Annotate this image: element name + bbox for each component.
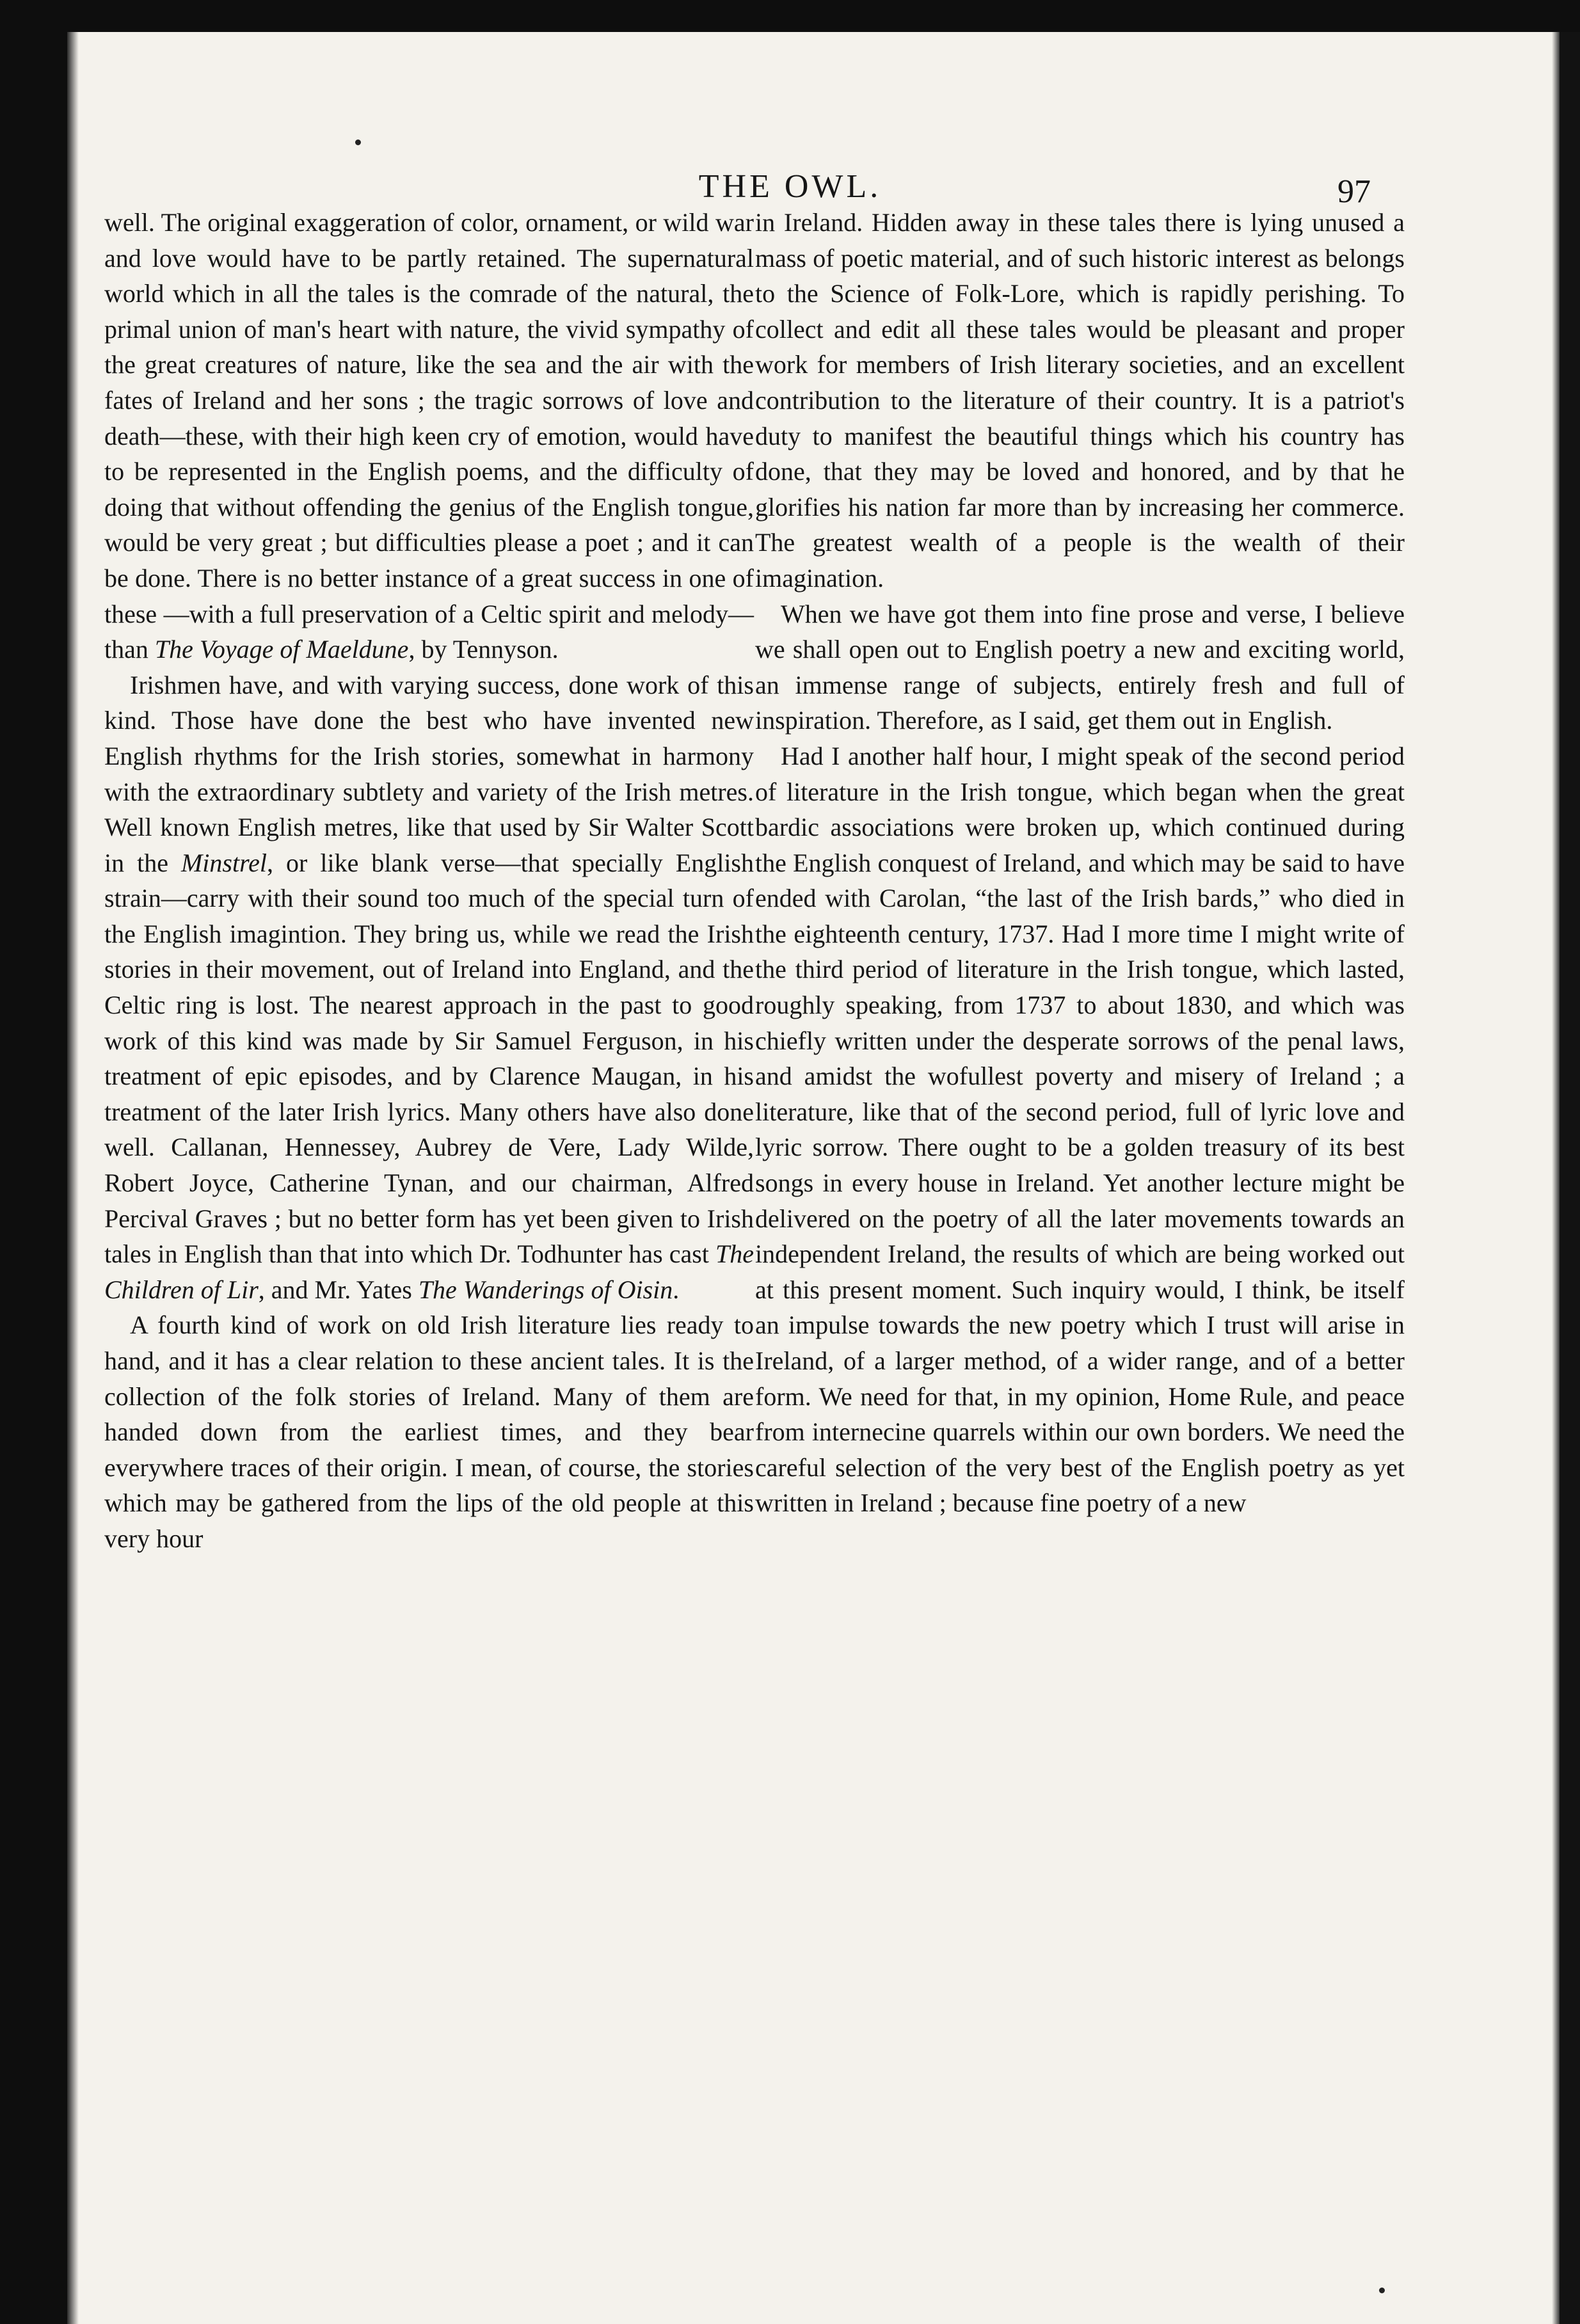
paragraph-text: Irishmen have, and with varying success, done work of this kind. Those have done the best who have invented new English rhythms for the Irish stories, somewhat in harmony with the extraordinary subtlety and variety of the Irish metres. Well known English metres, like that used by Sir Walter Scott in the xyxy=(104,670,754,877)
paragraph-text: . xyxy=(673,1275,680,1304)
work-title: Minstrel xyxy=(180,848,267,877)
paragraph xyxy=(104,667,754,1308)
running-head: THE OWL. xyxy=(698,168,882,205)
paragraph: A fourth kind of work on old Irish literature lies ready to hand, and it has a clear relation to these ancient tales. It is the collection of the folk stories of Ireland. Many of them are handed down from the earliest times, and they bear everywhere traces of their origin. I mean, of course, the stories which may be gathered from the lips of the old people at this very hour xyxy=(104,1310,754,1553)
paragraph: Had I another half hour, I might speak of the second period of literature in the Irish tongue, which began when the great bardic associations were broken up, which continued during the English conquest of Ireland, and which may be said to have ended with Carolan, “the last of the Irish bards,” who died in the eighteenth century, 1737. Had I more time I might write of the third period of literature in the Irish tongue, which lasted, roughly speaking, from 1737 to about 1830, and which was chiefly written under the desperate sorrows of the penal laws, and amidst the wofullest poverty and misery of Ireland ; a literature, like that of the second period, full of lyric love and lyric sorrow. There ought to be a golden treasury of its best songs in every house in Ireland. Yet another lecture might be delivered on the poetry of all the later movements towards an independent Ireland, the results of which are being worked out at this present moment. Such inquiry would, I think, be itself an impulse towards the new poetry which I trust will arise in Ireland, of a larger method, of a wider range, and of a better form. We need for that, in my opinion, Home Rule, and peace from internecine quarrels within our own borders. We need the careful selection of the very best of the English poetry as yet written in Ireland ; because fine poetry of a new xyxy=(755,741,1405,1518)
scan-right-shadow xyxy=(1552,32,1560,2324)
scan-top-edge xyxy=(0,0,1580,32)
scan-left-shadow xyxy=(67,32,79,2324)
scan-speck xyxy=(355,139,361,145)
paragraph: When we have got them into fine prose and verse, I believe we shall open out to English poetry a new and exciting world, an immense range of subjects, entirely fresh and full of inspiration. Therefore, as I said, get them out in English. xyxy=(755,599,1405,735)
scan-left-edge xyxy=(0,32,67,2324)
work-title: The Wanderings of Oisin xyxy=(418,1275,673,1304)
paragraph-text: , and Mr. Yates xyxy=(258,1275,419,1304)
scan-speck xyxy=(1379,2288,1385,2293)
paragraph-text: , by Tennyson. xyxy=(408,635,559,664)
scan-right-edge xyxy=(1560,32,1580,2324)
paragraph: in Ireland. Hidden away in these tales there is lying unused a mass of poetic material, and of such historic interest as belongs to the Science of Folk-Lore, which is rapidly perishing. To collect and edit all these tales would be pleasant and proper work for members of Irish literary societies, and an excellent contribution to the literature of their country. It is a patriot's duty to manifest the beautiful things which his country has done, that they may be loved and honored, and by that he glorifies his nation far more than by increasing her commerce. The greatest wealth of a people is the wealth of their imagination. xyxy=(755,208,1405,593)
work-title: The Children of Lir xyxy=(104,1239,754,1304)
paragraph-text: , or like blank verse—that specially English strain—carry with their sound too much of the special turn of the English imagintion. They bring us, while we read the Irish stories in their movement, out of Ireland into England, and the Celtic ring is lost. The nearest approach in the past to good work of this kind was made by Sir Samuel Ferguson, in his treatment of epic episodes, and by Clarence Maugan, in his treatment of the later Irish lyrics. Many others have also done well. Callanan, Hennessey, Aubrey de Vere, Lady Wilde, Robert Joyce, Catherine Tynan, and our chairman, Alfred Percival Graves ; but no better form has yet been given to Irish tales in English than that into which Dr. Todhunter has cast xyxy=(104,848,754,1269)
right-column xyxy=(755,205,1405,1521)
work-title: The Voyage of Maeldune xyxy=(154,635,409,664)
left-column xyxy=(104,205,754,1557)
paragraph-text: well. The original exaggeration of color, ornament, or wild war and love would have to be partly retained. The supernatural world which in all the tales is the comrade of the natural, the primal union of man's heart with nature, the vivid sympathy of the great creatures of nature, like the sea and the air with the fates of Ireland and her sons ; the tragic sorrows of love and death—these, with their high keen cry of emotion, would have to be represented in the English poems, and the difficulty of doing that without offending the genius of the English tongue, would be very great ; but difficulties please a poet ; and it can be done. There is no better instance of a great success in one of these —with a full preservation of a Celtic spirit and melody—than xyxy=(104,208,754,664)
page-number: 97 xyxy=(1337,173,1371,210)
paragraph xyxy=(104,205,754,667)
